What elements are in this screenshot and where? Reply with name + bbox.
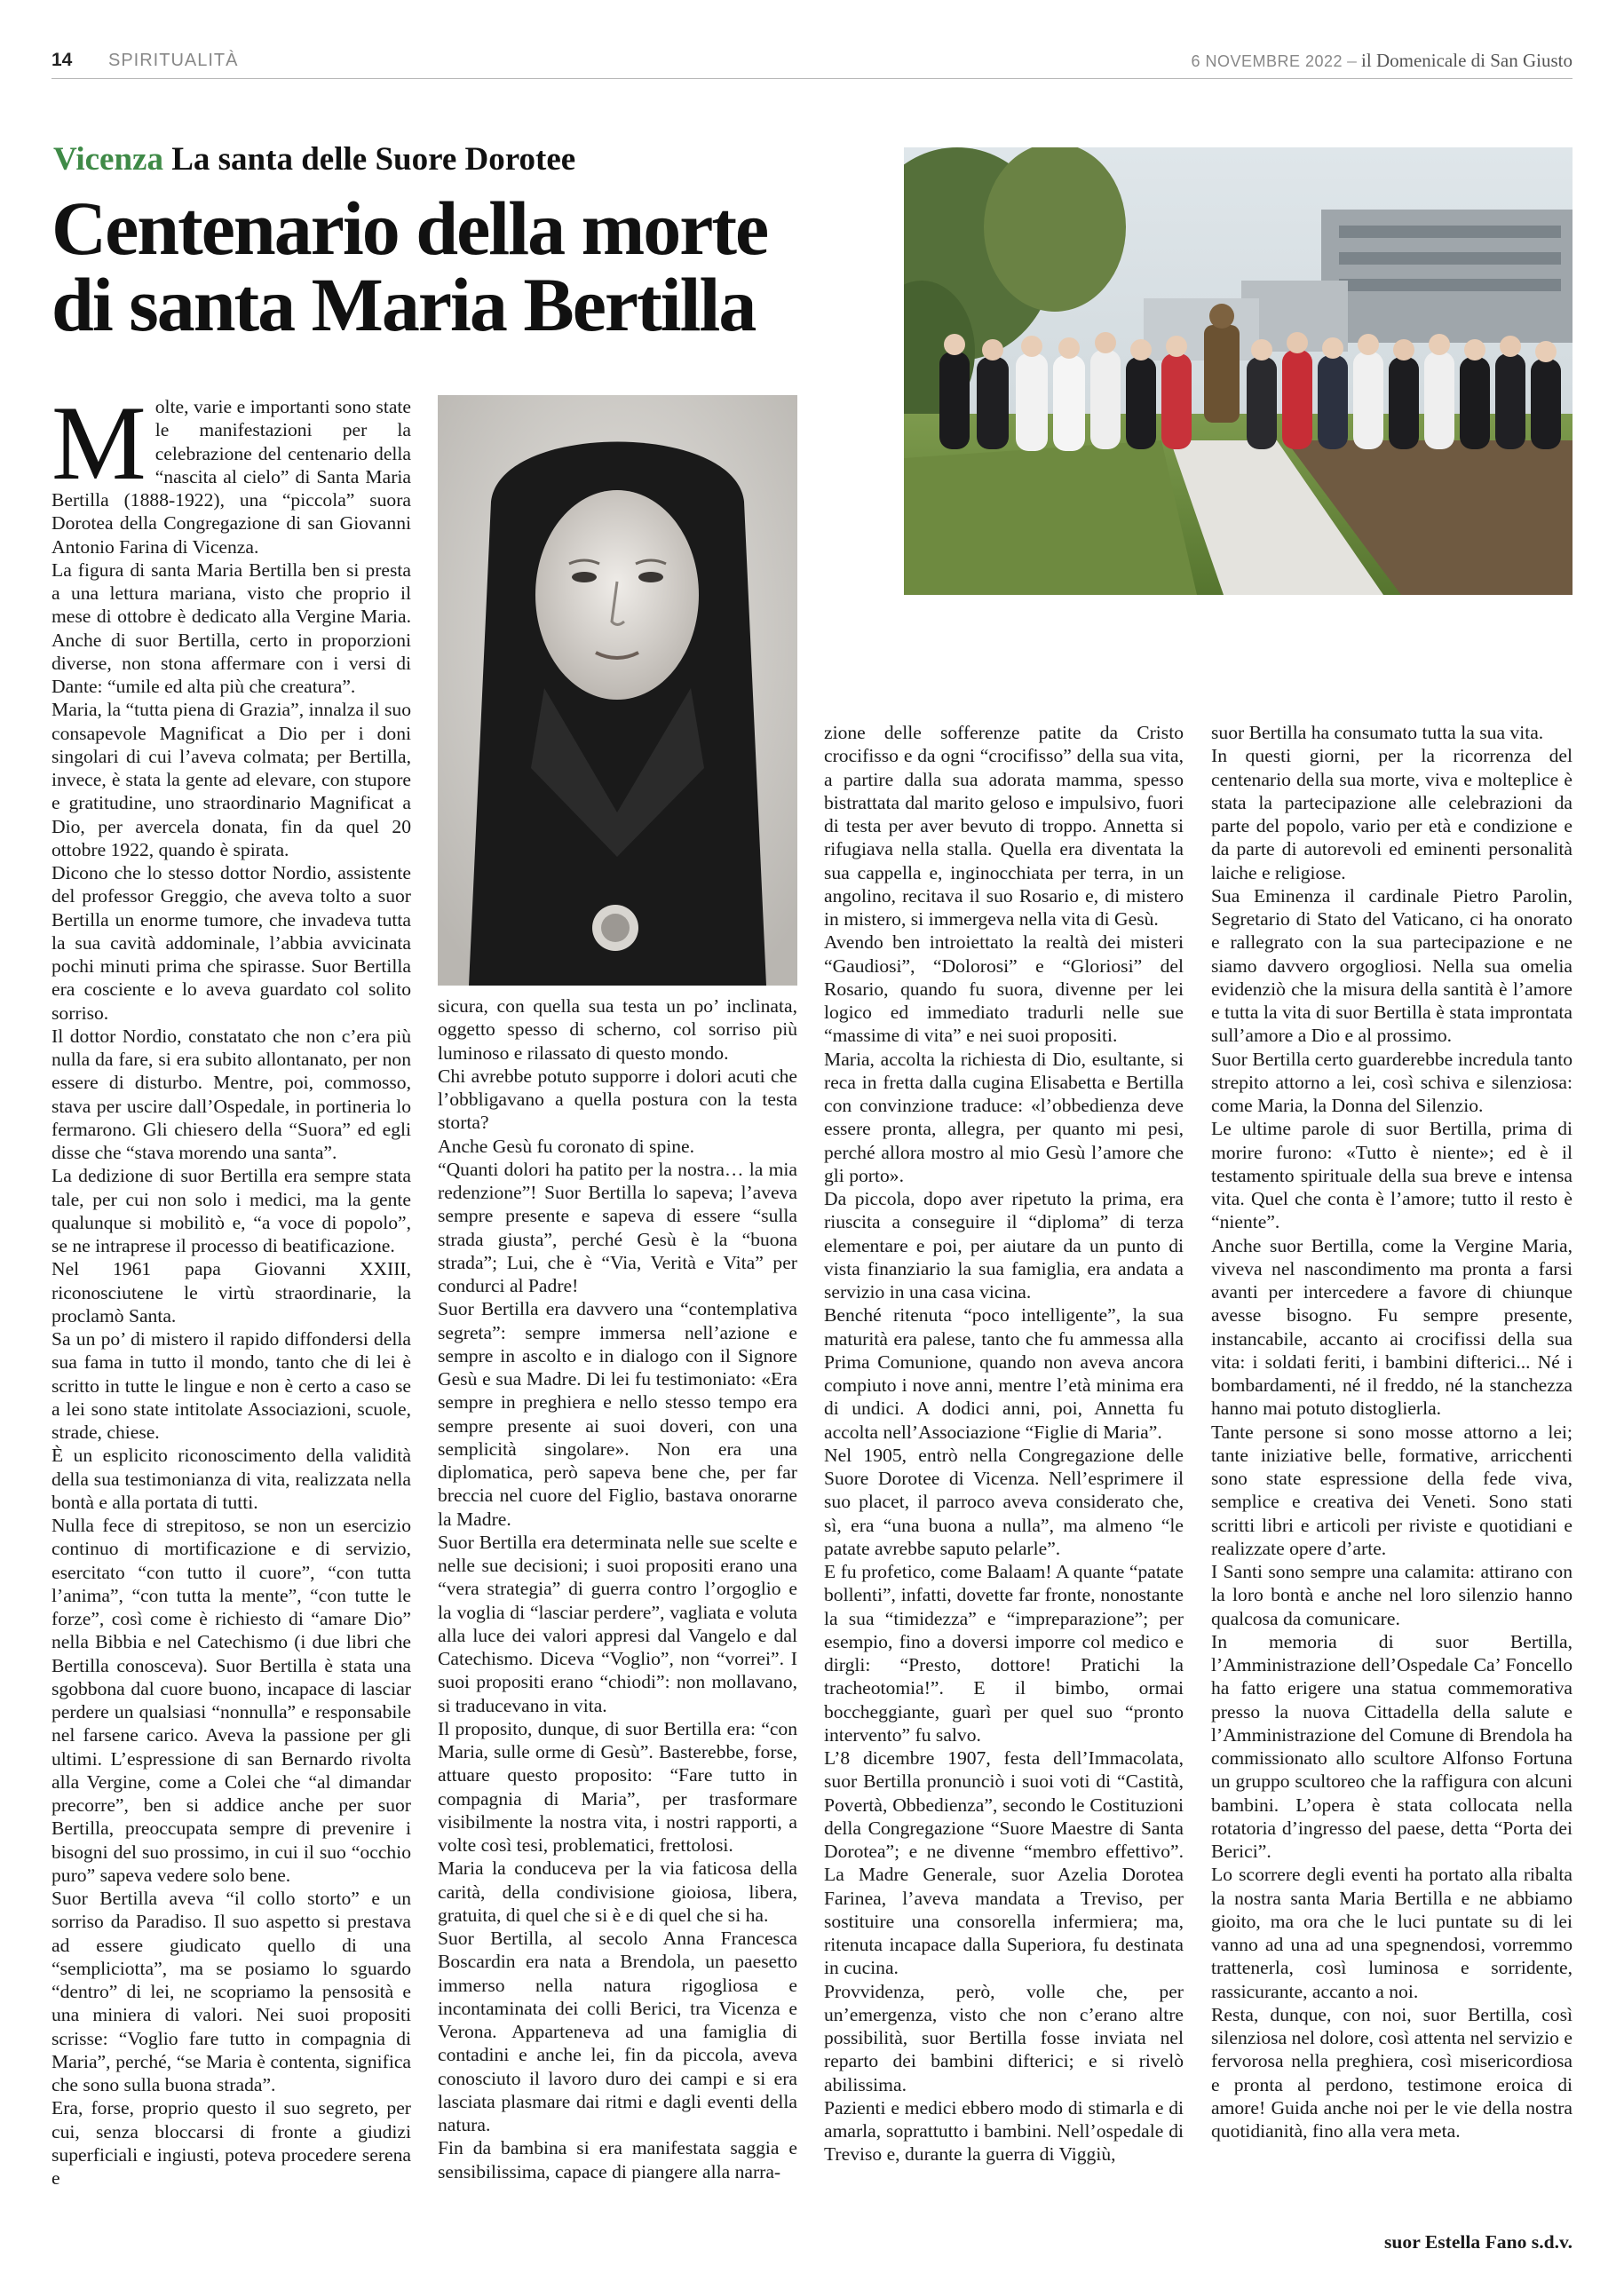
paragraph: Nel 1905, entrò nella Congregazione delle Suore Dorotee di Vicenza. Nell’esprimere il suo placet, il parroco aveva considerato che, sì, era “una buona a nulla”, ma almeno “le patate avrebbe saputo pelarle”. <box>824 1444 1184 1559</box>
article-column-2 <box>438 994 797 2183</box>
kicker <box>53 140 575 178</box>
paragraph: Nulla fece di strepitoso, se non un esercizio continuo di mortificazione e di servizio, esercitato “con tutto il cuore”, “con tutta l’anima”, “con tutta la mente”, “con tutte le forze”, così come è richiesto di “amare Dio” nella Bibbia e nel Catechismo (i due libri che Bertilla conosceva). Suor Bertilla è stata una sgobbona dal cuore buono, incapace di lasciar perdere un qualsiasi “nonnulla” e responsabile nel farsene carico. Aveva la passione per gli ultimi. L’espressione di san Bernardo rivolta alla Vergine, come a Colei che “al dimandar precorre”, ben si addice anche per suor Bertilla, preoccupata sempre di prevenire i bisogni del suo prossimo, in cui il suo “occhio puro” sapeva vedere solo bene. <box>51 1515 411 1886</box>
paragraph: Nel 1961 papa Giovanni XXIII, riconosciutene le virtù straordinarie, la proclamò Santa. <box>51 1258 411 1327</box>
paragraph: Suor Bertilla aveva “il collo storto” e un sorriso da Paradiso. Il suo aspetto si prestava ad essere giudicato quello di una “sempliciotta”, ma se posiamo lo sguardo “dentro” di lei, ne scopriamo la pensosità e una miniera di valori. Nei suoi propositi scrisse: “Voglio fare tutto in compagnia di Maria”, perché, “se Maria è contenta, significa che sono sulla buona strada”. <box>51 1888 411 2095</box>
paragraph: Tante persone si sono mosse attorno a lei; tante iniziative belle, formative, arricchenti sono state espressione della fede viva, semplice e creativa dei Veneti. Sono stati scritti libri e articoli per riviste e quotidiani e realizzate opere d’arte. <box>1211 1421 1573 1559</box>
issue-date: 6 NOVEMBRE 2022 <box>1191 52 1343 70</box>
paragraph: Il proposito, dunque, di suor Bertilla era: “con Maria, sulle orme di Gesù”. Basterebbe, forse, attuare questo proposito: “Fare tutto in compagnia di Maria”, per trasformare visibilmente la nostra vita, i nostri rapporti, a volte così tesi, problematici, frettolosi. <box>438 1717 797 1856</box>
paragraph: zione delle sofferenze patite da Cristo crocifisso e da ogni “crocifisso” della sua vita, a partire dalla sua adorata mamma, spesso bistrattata dal marito geloso e impulsivo, fuori di testa per aver bevuto di troppo. Annetta si rifugiava nella stalla. Quella era diventata la sua cappella e, inginocchiata per terra, in un angolino, recitava il suo Rosario e, di mistero in mistero, si immergeva nella vita di Gesù. <box>824 722 1184 930</box>
page-number: 14 <box>51 50 73 70</box>
paragraph: La figura di santa Maria Bertilla ben si presta a una lettura mariana, visto che proprio il mese di ottobre è dedicato alla Vergine Maria. Anche di suor Bertilla, certo in proporzioni diverse, non stona affermare con i versi di Dante: “umile ed alta più che creatura”. <box>51 558 411 697</box>
paragraph: Avendo ben introiettato la realtà dei misteri “Gaudiosi”, “Dolorosi” e “Gloriosi” del Rosario, quando fu suora, divenne per lei logico ed immediato tradurli nelle sue “massime di vita” e nei suoi propositi. <box>824 931 1184 1047</box>
paragraph: suor Bertilla ha consumato tutta la sua vita. <box>1211 722 1544 743</box>
paragraph: Benché ritenuta “poco intelligente”, la sua maturità era palese, tanto che fu ammessa alla Prima Comunione, quando non aveva ancora compiuto i nove anni, mentre l’età minima era di undici. A dodici anni, poi, Annetta fu accolta nell’Associazione “Figlie di Maria”. <box>824 1304 1184 1443</box>
header-rule <box>51 78 1573 79</box>
page-header <box>51 44 1573 80</box>
paragraph: Le ultime parole di suor Bertilla, prima di morire furono: «Tutto è niente»; ed è il testamento spirituale della sua breve e intensa vita. Quel che conta è l’amore; tutto il resto è “niente”. <box>1211 1118 1573 1233</box>
paragraph: In questi giorni, per la ricorrenza del centenario della sua morte, viva e molteplice è stata la partecipazione alle celebrazioni da parte del popolo, vario per età e condizione e da parte di autorevoli ed eminenti personalità laiche e religiose. <box>1211 745 1573 883</box>
paragraph: Suor Bertilla certo guarderebbe incredula tanto strepito attorno a lei, così schiva e silenziosa: come Maria, la Donna del Silenzio. <box>1211 1048 1573 1116</box>
paragraph: Sa un po’ di mistero il rapido diffondersi della sua fama in tutto il mondo, tanto che di lei è scritto in tutte le lingue e non è certo a caso se a lei sono state intitolate Associazioni, scuole, strade, chiese. <box>51 1328 411 1443</box>
header-separator: – <box>1343 50 1362 71</box>
publication-name: il Domenicale di San Giusto <box>1361 50 1573 71</box>
paragraph: Provvidenza, però, volle che, per un’emergenza, visto che non c’erano altre possibilità, suor Bertilla fosse inviata nel reparto dei bambini difterici; e si rivelò abilissima. <box>824 1980 1184 2095</box>
drop-cap: M <box>51 384 147 502</box>
section-name: SPIRITUALITÀ <box>108 51 239 70</box>
paragraph: Chi avrebbe potuto supporre i dolori acuti che l’obbligavano a quella postura con la testa storta? <box>438 1065 797 1134</box>
issue-info <box>1191 50 1573 72</box>
paragraph: Sua Eminenza il cardinale Pietro Parolin, Segretario di Stato del Vaticano, ci ha onorato e rallegrato con la sua partecipazione e ne siamo davvero orgogliosi. Nella sua omelia evidenziò che la misura della santità è l’amore e tutta la vita di suor Bertilla è stata improntata sull’amore a Dio e al prossimo. <box>1211 884 1573 1047</box>
article-column-3 <box>824 721 1184 2166</box>
paragraph: Resta, dunque, con noi, suor Bertilla, così silenziosa nel dolore, così attenta nel servizio e fervorosa nella preghiera, così misericordiosa e pronta al perdono, testimone eroica di amore! Guida anche noi per le vie della nostra quotidianità, fino alla vera meta. <box>1211 2003 1573 2142</box>
paragraph: Fin da bambina si era manifestata saggia e sensibilissima, capace di piangere alla narra- <box>438 2137 797 2182</box>
paragraph: E fu profetico, come Balaam! A quante “patate bollenti”, infatti, dovette far fronte, nonostante la sua “timidezza” e “impreparazione”; per esempio, fino a doversi imporre col medico e dirgli: “Presto, dottore! Pratichi la tracheotomia!”. E il bimbo, ormai boccheggiante, guarì per quel suo “pronto intervento” fu salvo. <box>824 1561 1184 1746</box>
paragraph: L’8 dicembre 1907, festa dell’Immacolata, suor Bertilla pronunciò i suoi voti di “Castità, Povertà, Obbedienza”, secondo le Costituzioni della Congregazione “Suore Maestre di Santa Dorotea”; e ne divenne “membro effettivo”. La Madre Generale, suor Azelia Dorotea Farinea, l’aveva mandata a Treviso, per sostituire una consorella infermiera; ma, ritenuta incapace dalla Superiora, fu destinata in cucina. <box>824 1747 1184 1979</box>
headline-line-2: di santa Maria Bertilla <box>51 262 756 347</box>
group-photo <box>904 147 1573 595</box>
headline-line-1: Centenario della morte <box>51 186 768 271</box>
author-signature: suor Estella Fano s.d.v. <box>1384 2231 1573 2253</box>
paragraph: In memoria di suor Bertilla, l’Amministrazione dell’Ospedale Ca’ Foncello ha fatto erigere una statua commemorativa presso la nuova Cittadella della salute e l’Amministrazione del Comune di Brendola ha commissionato allo scultore Alfonso Fortuna un gruppo scultoreo che la raffigura con alcuni bambini. L’opera è stata collocata nella rotatoria d’ingresso del paese, detta “Porta dei Berici”. <box>1211 1630 1573 1862</box>
paragraph: Lo scorrere degli eventi ha portato alla ribalta la nostra santa Maria Bertilla e ne abbiamo gioito, ma ora che le luci puntate su di lei vanno ad una ad una spegnendosi, vorremmo trattenerla, così luminosa e sorridente, rassicurante, accanto a noi. <box>1211 1864 1573 2002</box>
paragraph: Anche Gesù fu coronato di spine. <box>438 1135 695 1157</box>
paragraph: Da piccola, dopo aver ripetuto la prima, era riuscita a conseguire il “diploma” di terza elementare e poi, per aiutare da un punto di vista finanziario la sua famiglia, era andata a servizio in una casa vicina. <box>824 1188 1184 1303</box>
paragraph: Suor Bertilla era determinata nelle sue scelte e nelle sue decisioni; i suoi propositi erano una “vera strategia” di guerra contro l’orgoglio e la voglia di “lasciar perdere”, vagliata e voluta alla luce dei valori appresi dal Vangelo e dal Catechismo. Diceva “Voglio”, non “vorrei”. I suoi propositi erano “chiodi”: non mollavano, si traducevano in vita. <box>438 1531 797 1716</box>
paragraph: Suor Bertilla era davvero una “contemplativa segreta”: sempre immersa nell’azione e sempre in ascolto e in dialogo con il Signore Gesù e sua Madre. Di lei fu testimoniato: «Era sempre in preghiera e nello stesso tempo era sempre presente ai suoi doveri, con una semplicità singolare». Non era una diplomatica, però sapeva bene che, per far breccia nel cuore del Figlio, bastava onorarne la Madre. <box>438 1298 797 1530</box>
paragraph: Era, forse, proprio questo il suo segreto, per cui, senza bloccarsi di fronte a giudizi superficiali e ingiusti, poteva procedere serena e <box>51 2097 411 2189</box>
portrait-photo <box>438 395 797 986</box>
paragraph: Maria, la “tutta piena di Grazia”, innalza il suo consapevole Magnificat a Dio per i doni singolari di cui l’aveva colmata; per Bertilla, invece, è stata la gente ad elevare, con stupore e gratitudine, uno straordinario Magnificat a Dio, per avercela donata, fin da quel 20 ottobre 1922, quando è spirata. <box>51 699 411 860</box>
paragraph: sicura, con quella sua testa un po’ inclinata, oggetto spesso di scherno, col sorriso più luminoso e rilassato di questo mondo. <box>438 995 797 1064</box>
headline <box>51 186 886 347</box>
paragraph: Molte, varie e importanti sono state le manifestazioni per la celebrazione del centenario della “nascita al cielo” di Santa Maria Bertilla (1888-1922), una “piccola” suora Dorotea della Congregazione di san Giovanni Antonio Farina di Vicenza. <box>51 384 411 558</box>
article-column-1 <box>51 384 411 2190</box>
paragraph: “Quanti dolori ha patito per la nostra… la mia redenzione”! Suor Bertilla lo sapeva; l’aveva sempre presente e sapeva di essere “sulla strada giusta”, perché Gesù è la “buona strada”; Lui, che è “Via, Verità e Vita” per condurci al Padre! <box>438 1158 797 1296</box>
paragraph: Il dottor Nordio, constatato che non c’era più nulla da fare, si era subito allontanato, per non essere di disturbo. Mentre, poi, commosso, stava per uscire dall’Ospedale, in portineria lo fermarono. Gli chiesero della “Suora” ed egli disse che “stava morendo una santa”. <box>51 1025 411 1163</box>
paragraph: È un esplicito riconoscimento della validità della sua testimonianza di vita, realizzata nella bontà e alla portata di tutti. <box>51 1445 411 1513</box>
paragraph: Maria, accolta la richiesta di Dio, esultante, si reca in fretta dalla cugina Elisabetta e Bertilla con convinzione traduce: «l’obbedienza deve essere pronta, allegra, per quanto mi pesi, perché allora mostro al mio Gesù l’amore che gli porto». <box>824 1048 1184 1186</box>
paragraph: Pazienti e medici ebbero modo di stimarla e di amarla, soprattutto i bambini. Nell’ospedale di Treviso e, durante la guerra di Viggiù, <box>824 2096 1184 2166</box>
paragraph: Suor Bertilla, al secolo Anna Francesca Boscardin era nata a Brendola, un paesetto immerso nella natura rigogliosa e incontaminata dei colli Berici, tra Vicenza e Verona. Apparteneva ad una famiglia di contadini e anche lei, fin da piccola, aveva conosciuto il lavoro duro dei campi e si era lasciata plasmare dai ritmi e dagli eventi della natura. <box>438 1928 797 2135</box>
kicker-place: Vicenza <box>53 141 163 178</box>
paragraph: Anche suor Bertilla, come la Vergine Maria, viveva nel nascondimento ma pronta a farsi avanti per intercedere a favore di chiunque avesse bisogno. Fu sempre presente, instancabile, accanto ai crocifissi della sua vita: i soldati feriti, i bambini difterici... Né i bombardamenti, né il freddo, né la stanchezza hanno mai potuto distoglierla. <box>1211 1234 1573 1420</box>
paragraph: Dicono che lo stesso dottor Nordio, assistente del professor Greggio, che aveva tolto a suor Bertilla un enorme tumore, che invadeva tutta la sua cavità addominale, l’abbia avvicinata pochi minuti prima che spirasse. Suor Bertilla era cosciente e lo aveva guardato col solito sorriso. <box>51 862 411 1024</box>
article-column-4 <box>1211 721 1573 2142</box>
kicker-text: La santa delle Suore Dorotee <box>171 141 576 178</box>
paragraph: Maria la conduceva per la via faticosa della carità, della condivisione gioiosa, libera, gratuita, di quel che si è e di quel che si ha. <box>438 1857 797 1926</box>
paragraph: La dedizione di suor Bertilla era sempre stata tale, per cui non solo i medici, ma la gente qualunque si mobilitò e, “a voce di popolo”, se ne intraprese il processo di beatificazione. <box>51 1165 411 1256</box>
paragraph: I Santi sono sempre una calamita: attirano con la loro bontà e anche nel loro silenzio hanno qualcosa da comunicare. <box>1211 1561 1573 1629</box>
